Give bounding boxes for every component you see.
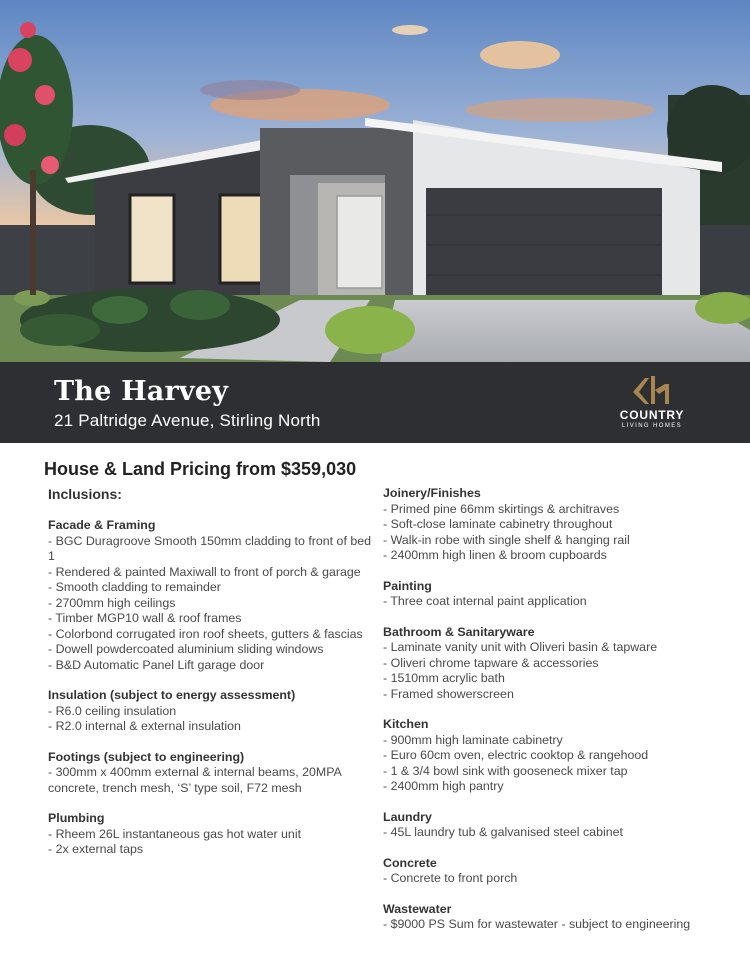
right-section-list: [383, 486, 713, 933]
left-section-list: [48, 518, 374, 858]
inclusion-item: - 45L laundry tub & galvanised steel cabinet: [383, 825, 623, 839]
section-facade-framing: [48, 518, 374, 673]
window-center: [220, 195, 262, 283]
inclusion-item: - Framed showerscreen: [383, 686, 514, 701]
inclusion-item: - R2.0 internal & external insulation: [48, 719, 241, 733]
inclusions-right-column: [383, 486, 713, 948]
section-items: [48, 534, 374, 674]
logo-mark-icon: [631, 374, 673, 406]
window-left: [130, 195, 174, 283]
section-footings-subject-to-engineering: [48, 750, 374, 797]
section-items: [383, 871, 713, 887]
inclusion-item: - 2400mm high pantry: [383, 779, 504, 793]
shrub: [20, 314, 100, 346]
inclusion-item: - Dowell powdercoated aluminium sliding windows: [48, 642, 324, 656]
inclusion-item: - Timber MGP10 wall & roof frames: [48, 611, 242, 625]
section-wastewater: [383, 902, 713, 933]
grass-tuft: [325, 306, 415, 354]
section-title: Bathroom & Sanitaryware: [383, 624, 535, 639]
country-living-homes-logo: [612, 374, 692, 436]
inclusion-item: - Oliveri chrome tapware & accessories: [383, 655, 599, 670]
section-joinery-finishes: [383, 486, 713, 564]
shrub: [170, 290, 230, 320]
inclusion-item: - B&D Automatic Panel Lift garage door: [48, 657, 265, 672]
inclusion-item: - Smooth cladding to remainder: [48, 580, 221, 594]
inclusion-item: - Laminate vanity unit with Oliveri basin & tapware: [383, 640, 658, 654]
hero-house-image: [0, 0, 750, 362]
inclusion-item: - Rheem 26L instantaneous gas hot water unit: [48, 826, 302, 841]
inclusion-item: - Soft-close laminate cabinetry throughout: [383, 517, 613, 531]
section-items: [383, 594, 713, 610]
section-title: Laundry: [383, 809, 432, 824]
section-title: Painting: [383, 578, 432, 593]
front-door: [337, 196, 382, 288]
property-address: 21 Paltridge Avenue, Stirling North: [54, 411, 321, 430]
section-bathroom-sanitaryware: [383, 625, 713, 703]
section-items: [383, 733, 713, 795]
shrub: [92, 296, 148, 324]
inclusion-item: - 1510mm acrylic bath: [383, 671, 505, 685]
logo-tagline: LIVING HOMES: [621, 423, 683, 429]
inclusion-item: - Walk-in robe with single shelf & hanging rail: [383, 532, 630, 547]
logo-name: COUNTRY: [619, 408, 685, 422]
inclusions-heading: Inclusions:: [48, 486, 122, 502]
cloud: [200, 80, 300, 100]
garage-door: [426, 188, 662, 305]
section-insulation-subject-to-energy-assessment: [48, 688, 374, 735]
inclusion-item: - Rendered & painted Maxiwall to front of porch & garage: [48, 564, 361, 579]
cloud: [392, 25, 428, 35]
section-items: [383, 502, 713, 564]
cloud: [465, 98, 655, 122]
inclusion-item: - Primed pine 66mm skirtings & architraves: [383, 501, 620, 516]
title-banner: [0, 362, 750, 443]
driveway: [380, 300, 750, 362]
section-plumbing: [48, 811, 374, 858]
section-concrete: [383, 856, 713, 887]
inclusion-item: - Colorbond corrugated iron roof sheets, gutters & fascias: [48, 626, 363, 641]
section-items: [48, 765, 374, 796]
section-title: Concrete: [383, 855, 437, 870]
inclusion-item: - BGC Duragroove Smooth 150mm cladding to front of bed 1: [48, 533, 372, 563]
inclusion-item: - 2400mm high linen & broom cupboards: [383, 548, 607, 562]
section-title: Facade & Framing: [48, 518, 156, 532]
section-title: Insulation (subject to energy assessment): [48, 688, 296, 702]
section-items: [48, 704, 374, 735]
section-items: [383, 640, 713, 702]
section-items: [383, 917, 713, 933]
left-fence: [0, 225, 110, 295]
cloud: [480, 41, 560, 69]
inclusion-item: - $9000 PS Sum for wastewater - subject to engineering: [383, 917, 691, 931]
section-title: Plumbing: [48, 811, 105, 825]
inclusion-item: - R6.0 ceiling insulation: [48, 703, 177, 718]
section-items: [48, 827, 374, 858]
inclusion-item: - 2x external taps: [48, 842, 144, 856]
section-items: [383, 825, 713, 841]
inclusion-item: - 2700mm high ceilings: [48, 595, 176, 610]
section-title: Kitchen: [383, 717, 429, 731]
section-laundry: [383, 810, 713, 841]
pricing-headline: House & Land Pricing from $359,030: [44, 459, 357, 479]
home-design-title: The Harvey: [54, 376, 229, 407]
section-title: Joinery/Finishes: [383, 486, 481, 500]
inclusion-item: - Concrete to front porch: [383, 871, 518, 885]
inclusion-item: - 300mm x 400mm external & internal beams, 20MPA concrete, trench mesh, ‘S’ type soil, F72 mesh: [48, 765, 342, 795]
inclusion-item: - 1 & 3/4 bowl sink with gooseneck mixer tap: [383, 763, 628, 778]
section-title: Wastewater: [383, 901, 452, 916]
section-painting: [383, 579, 713, 610]
section-title: Footings (subject to engineering): [48, 749, 245, 764]
inclusion-item: - Euro 60cm oven, electric cooktop & rangehood: [383, 748, 649, 762]
inclusions-left-column: [48, 486, 374, 873]
inclusion-item: - Three coat internal paint application: [383, 594, 587, 608]
section-kitchen: [383, 717, 713, 795]
inclusion-item: - 900mm high laminate cabinetry: [383, 732, 563, 747]
